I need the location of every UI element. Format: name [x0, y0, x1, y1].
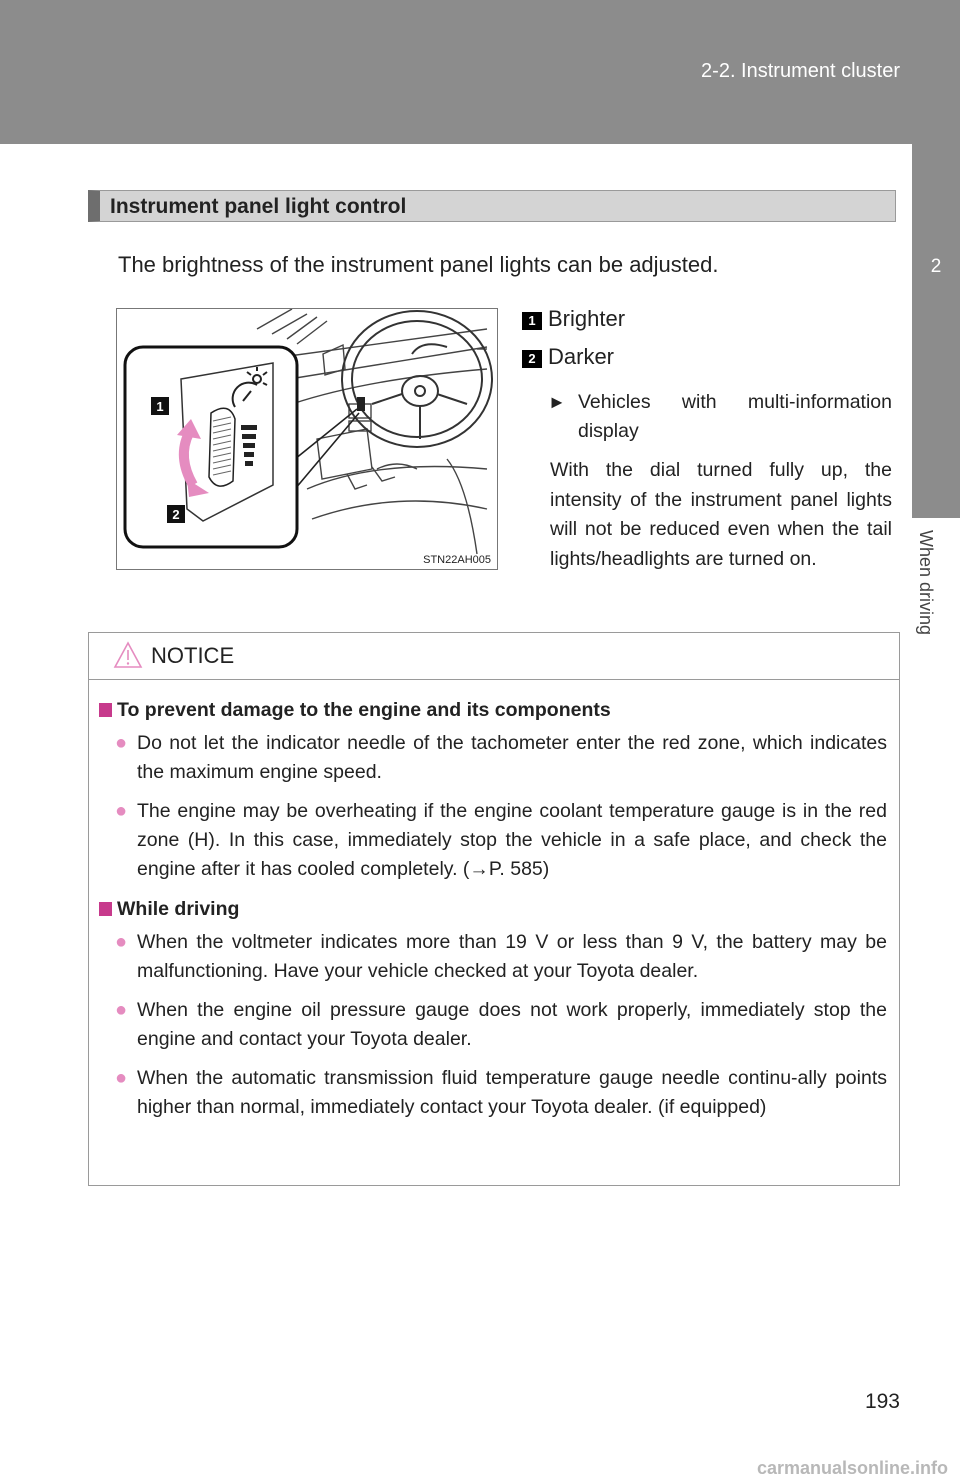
notice-item: [89, 996, 899, 1054]
notice-group-title: [89, 695, 899, 729]
notice-item-text: The engine may be overheating if the engine coolant temperature gauge is in the red zone (H). In this case, immediately stop the vehicle in a safe place, and check the engine after it has cooled completely. (→P. 585): [137, 800, 887, 880]
dial-note-paragraph: With the dial turned fully up, the intensity of the instrument panel lights will not be reduced even when the tail lights/headlights are turned on.: [550, 459, 892, 570]
circle-bullet-icon: ●: [115, 999, 128, 1021]
notice-item: [89, 1064, 899, 1122]
section-heading-text: Instrument panel light control: [110, 195, 407, 218]
notice-label: NOTICE: [151, 643, 235, 668]
notice-item: [89, 928, 899, 986]
chapter-section-title: 2-2. Instrument cluster: [701, 60, 900, 82]
notice-item-text: When the engine oil pressure gauge does not work properly, immediately stop the engine and contact your Toyota dealer.: [137, 999, 887, 1050]
intro-paragraph: The brightness of the instrument panel lights can be adjusted.: [118, 252, 719, 277]
page-number: 193: [864, 1390, 900, 1413]
notice-group-title-text: While driving: [117, 898, 240, 920]
circle-bullet-icon: ●: [115, 800, 128, 822]
notice-group-title-text: To prevent damage to the engine and its components: [117, 699, 611, 721]
callout-item: [522, 304, 892, 342]
chapter-side-label: When driving: [916, 530, 936, 636]
vehicle-note-text: Vehicles with multi-information display: [578, 391, 892, 442]
triangle-arrow-icon: ►: [548, 392, 566, 412]
section-heading: [88, 190, 896, 222]
illustration-badge-2: 2: [172, 507, 180, 522]
square-bullet-icon: [99, 703, 112, 717]
callout-item: [522, 342, 892, 380]
notice-item-text: Do not let the indicator needle of the tachometer enter the red zone, which indicates the maximum engine speed.: [137, 732, 887, 783]
callout-list: [522, 304, 892, 380]
notice-group-title: [89, 894, 899, 928]
notice-item: [89, 729, 899, 787]
callout-label: Darker: [548, 344, 615, 369]
circle-bullet-icon: ●: [115, 732, 128, 754]
dashboard-drawing: [117, 309, 497, 569]
illustration-code: STN22AH005: [423, 554, 491, 566]
circle-bullet-icon: ●: [115, 931, 128, 953]
notice-header: [89, 633, 899, 680]
illustration-badge-1: 1: [156, 399, 164, 414]
callout-badge: 2: [522, 350, 542, 368]
vehicle-applicability-note: [548, 388, 892, 446]
callout-badge: 1: [522, 312, 542, 330]
header-band: [0, 0, 960, 144]
square-bullet-icon: [99, 902, 112, 916]
circle-bullet-icon: ●: [115, 1067, 128, 1089]
notice-box: [88, 632, 900, 1186]
warning-triangle-icon: [113, 641, 143, 669]
watermark: carmanualsonline.info: [756, 1458, 948, 1478]
chapter-side-tab: [912, 144, 960, 518]
notice-item-text: When the automatic transmission fluid temperature gauge needle continu-ally points higher than normal, immediately contact your Toyota dealer. (if equipped): [137, 1067, 887, 1118]
notice-content: [89, 695, 899, 1132]
notice-item-text: When the voltmeter indicates more than 19 V or less than 9 V, the battery may be malfunctioning. Have your vehicle checked at your Toyota dealer.: [137, 931, 887, 982]
chapter-number: 2: [930, 256, 942, 277]
dashboard-illustration: [116, 308, 498, 570]
notice-item: [89, 797, 899, 884]
callout-label: Brighter: [548, 306, 626, 331]
